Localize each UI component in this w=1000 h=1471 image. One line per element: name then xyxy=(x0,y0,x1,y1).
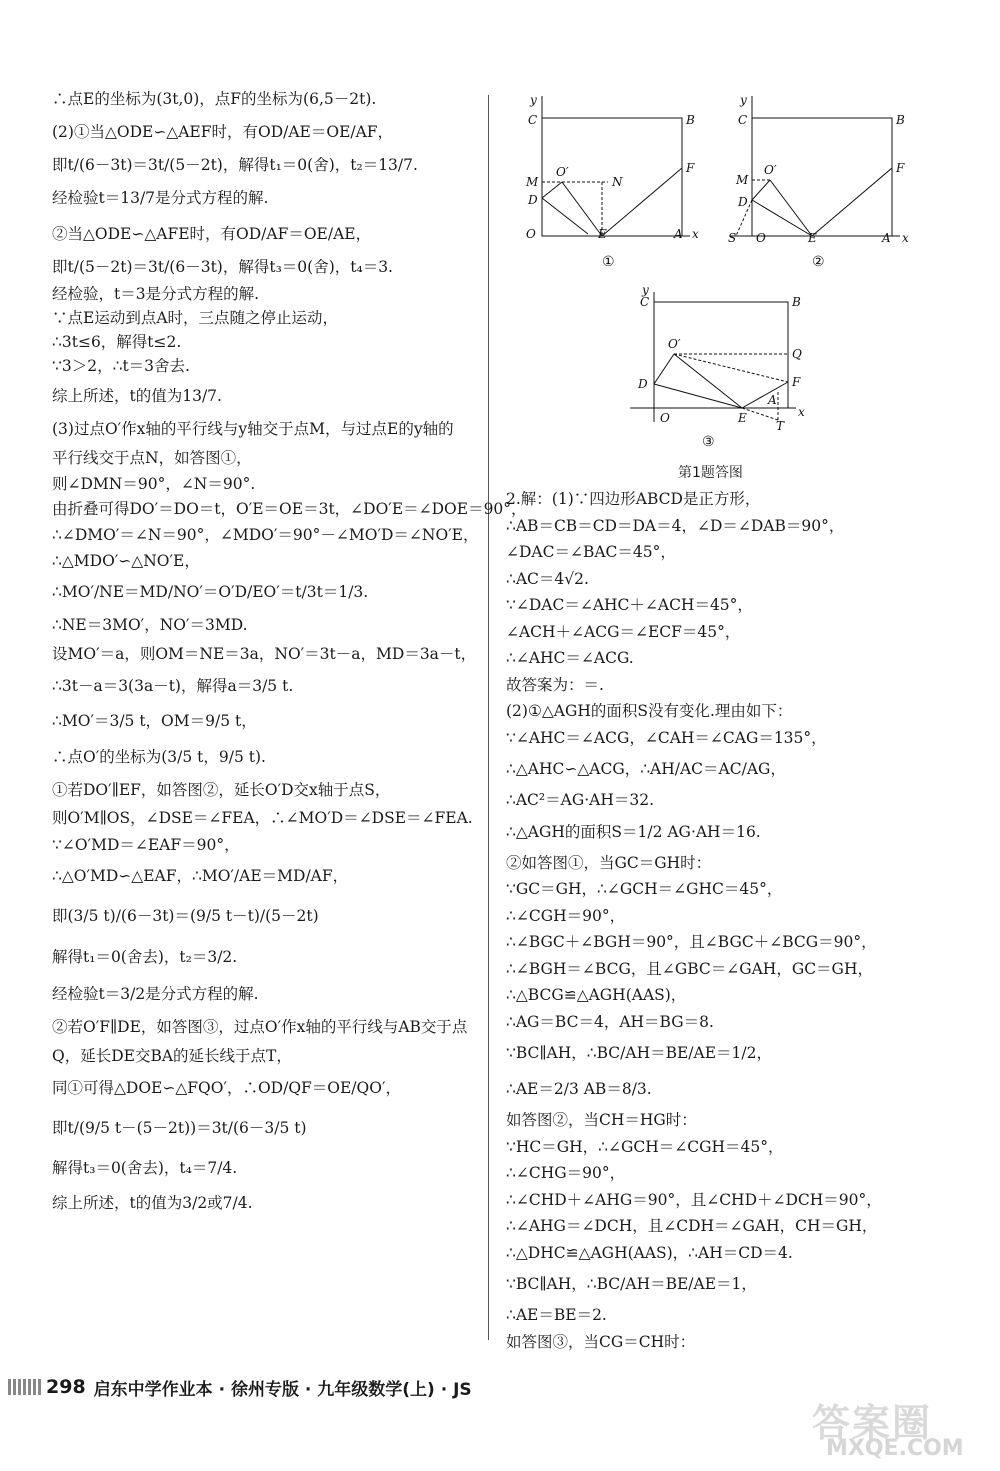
left-line: 综上所述，t的值为13/7. xyxy=(52,387,222,405)
figure-1 xyxy=(520,93,700,276)
right-column xyxy=(506,486,926,1355)
figure-2 xyxy=(728,93,910,276)
left-line: 平行线交于点N，如答图①， xyxy=(52,449,252,467)
barcode-decoration-icon xyxy=(8,1379,42,1395)
left-line: Q，延长DE交BA的延长线于点T， xyxy=(52,1047,292,1065)
watermark: 答案圈 xyxy=(812,1401,933,1445)
right-line: 故答案为：＝. xyxy=(506,675,604,694)
svg-text:M: M xyxy=(736,173,749,187)
left-line: ②当△ODE∽△AFE时，有OD/AF＝OE/AE， xyxy=(52,225,372,243)
left-line: ∴3t≤6，解得t≤2. xyxy=(52,333,182,351)
left-line: ∴△O′MD∽△EAF，∴MO′/AE＝MD/AF， xyxy=(52,867,349,885)
left-line: 同①可得△DOE∽△FQO′，∴OD/QF＝OE/QO′， xyxy=(52,1079,401,1097)
left-line: 则O′M∥OS，∠DSE＝∠FEA，∴∠MO′D＝∠DSE＝∠FEA. xyxy=(52,809,473,827)
svg-text:E: E xyxy=(808,231,817,245)
right-line: ∴∠CHD＋∠AHG＝90°，且∠CHD＋∠DCH＝90°， xyxy=(506,1190,882,1209)
right-line: 如答图②，当CH＝HG时： xyxy=(506,1111,697,1129)
left-line: 经检验，t＝3是分式方程的解. xyxy=(52,285,260,303)
svg-text:O′: O′ xyxy=(668,337,681,351)
right-line: ∴△AHC∽△ACG，∴AH/AC＝AC/AG， xyxy=(506,760,786,778)
left-line: ∴∠DMO′＝∠N＝90°，∠MDO′＝90°－∠MO′D＝∠NO′E， xyxy=(52,526,479,544)
left-line: (2)①当△ODE∽△AEF时，有OD/AE＝OE/AF， xyxy=(52,123,394,141)
right-line: ∴AC＝4√2. xyxy=(506,569,589,588)
right-line: ∴∠AHG＝∠DCH，且∠CDH＝∠GAH，CH＝GH， xyxy=(506,1217,878,1235)
book-title: 启东中学作业本 · 徐州专版 · 九年级数学(上) · JS xyxy=(93,1379,472,1400)
right-line: ∴AC²＝AG·AH＝32. xyxy=(506,791,654,809)
right-line: ∴∠CGH＝90°， xyxy=(506,906,626,925)
left-line: 解得t₁＝0(舍去)，t₂＝3/2. xyxy=(52,948,238,966)
right-line: 2.解：(1)∵四边形ABCD是正方形， xyxy=(506,490,761,508)
right-line: ∠DAC＝∠BAC＝45°， xyxy=(506,543,676,561)
column-divider xyxy=(488,95,489,1340)
right-line: ∴∠BGH＝∠BCG，且∠GBC＝∠GAH，GC＝GH， xyxy=(506,959,873,978)
right-line: (2)①△AGH的面积S没有变化.理由如下： xyxy=(506,702,793,720)
left-line: 即t/(5－2t)＝3t/(6－3t)，解得t₃＝0(舍)，t₄＝3. xyxy=(52,258,393,276)
figure-caption: 第1题答图 xyxy=(678,465,743,481)
svg-text:E: E xyxy=(598,227,607,241)
svg-text:E: E xyxy=(738,411,747,425)
page-number: 298 xyxy=(46,1376,86,1398)
right-line: ∴AB＝CB＝CD＝DA＝4，∠D＝∠DAB＝90°， xyxy=(506,516,845,535)
left-line: ∵3＞2，∴t＝3舍去. xyxy=(52,357,190,375)
left-line: 由折叠可得DO′＝DO＝t，O′E＝OE＝3t，∠DO′E＝∠DOE＝90°， xyxy=(52,500,527,518)
svg-text:O′: O′ xyxy=(556,165,569,179)
left-line: ∴点E的坐标为(3t,0)，点F的坐标为(6,5－2t). xyxy=(52,90,377,108)
svg-text:O: O xyxy=(526,227,536,241)
right-line: ②如答图①，当GC＝GH时： xyxy=(506,853,712,872)
left-line: ∵∠O′MD＝∠EAF＝90°， xyxy=(52,836,240,854)
right-line: ∴AE＝2/3 AB＝8/3. xyxy=(506,1080,652,1098)
svg-text:O′: O′ xyxy=(764,163,777,177)
fig2-number: ② xyxy=(812,254,825,270)
svg-text:B: B xyxy=(896,113,905,127)
svg-text:F: F xyxy=(792,375,801,389)
left-line: ∴3t－a＝3(3a－t)，解得a＝3/5 t. xyxy=(52,677,294,695)
svg-text:Q: Q xyxy=(792,347,802,361)
right-line: ∴AE＝BE＝2. xyxy=(506,1306,607,1324)
svg-text:C: C xyxy=(528,113,538,127)
svg-text:A: A xyxy=(674,227,683,241)
left-line: ∴点O′的坐标为(3/5 t，9/5 t). xyxy=(52,748,266,766)
left-line: 则∠DMN＝90°，∠N＝90°. xyxy=(52,475,256,493)
right-line: 如答图③，当CG＝CH时： xyxy=(506,1332,696,1351)
svg-text:D: D xyxy=(528,193,538,207)
svg-text:T: T xyxy=(776,419,785,433)
right-line: ∵BC∥AH，∴BC/AH＝BE/AE＝1， xyxy=(506,1275,757,1293)
left-line: ②若O′F∥DE，如答图③，过点O′作x轴的平行线与AB交于点 xyxy=(52,1018,468,1036)
left-line: 即t/(6－3t)＝3t/(5－2t)，解得t₁＝0(舍)，t₂＝13/7. xyxy=(52,156,418,174)
answer-figures xyxy=(520,93,920,486)
svg-text:A: A xyxy=(768,393,777,407)
right-line: ∵HC＝GH，∴∠GCH＝∠CGH＝45°， xyxy=(506,1137,784,1156)
square xyxy=(752,118,892,236)
figure-3 xyxy=(626,283,806,462)
right-line: ∵BC∥AH，∴BC/AH＝BE/AE＝1/2， xyxy=(506,1044,772,1062)
left-line: 解得t₃＝0(舍去)，t₄＝7/4. xyxy=(52,1159,238,1177)
left-line: ∴△MDO′∽△NO′E， xyxy=(52,552,200,570)
right-line: ∴△AGH的面积S＝1/2 AG·AH＝16. xyxy=(506,822,761,841)
svg-text:O: O xyxy=(756,231,766,245)
right-line: ∴∠CHG＝90°， xyxy=(506,1164,626,1182)
right-line: ∵∠AHC＝∠ACG，∠CAH＝∠CAG＝135°， xyxy=(506,728,827,747)
page-footer xyxy=(8,1374,548,1400)
svg-text:N: N xyxy=(612,175,623,189)
left-line: 即(3/5 t)/(6－3t)＝(9/5 t－t)/(5－2t) xyxy=(52,907,319,925)
fig3-number: ③ xyxy=(702,434,715,450)
svg-text:M: M xyxy=(526,175,539,189)
left-line: 即t/(9/5 t－(5－2t))＝3t/(6－3/5 t) xyxy=(52,1119,307,1137)
left-line: 综上所述，t的值为3/2或7/4. xyxy=(52,1194,253,1212)
svg-text:x: x xyxy=(692,227,699,241)
svg-text:y: y xyxy=(642,283,649,297)
svg-text:D: D xyxy=(638,377,648,391)
svg-text:D: D xyxy=(738,195,748,209)
svg-text:O: O xyxy=(660,411,670,425)
fig1-number: ① xyxy=(602,254,615,270)
svg-text:C: C xyxy=(640,295,650,309)
left-line: (3)过点O′作x轴的平行线与y轴交于点M，与过点E的y轴的 xyxy=(52,420,454,438)
svg-text:y: y xyxy=(740,93,747,107)
left-line: 设MO′＝a，则OM＝NE＝3a，NO′＝3t－a，MD＝3a－t， xyxy=(52,645,477,663)
svg-text:B: B xyxy=(792,295,801,309)
svg-text:B: B xyxy=(686,113,695,127)
svg-text:F: F xyxy=(686,161,695,175)
left-column xyxy=(52,84,527,1220)
left-line: 经检验t＝3/2是分式方程的解. xyxy=(52,985,259,1003)
left-line: ∴NE＝3MO′，NO′＝3MD. xyxy=(52,616,248,634)
right-line: ∵GC＝GH，∴∠GCH＝∠GHC＝45°， xyxy=(506,880,783,898)
right-line: ∴△DHC≌△AGH(AAS)，∴AH＝CD＝4. xyxy=(506,1243,793,1262)
left-line: ∵点E运动到点A时，三点随之停止运动， xyxy=(52,309,339,327)
right-line: ∴∠AHC＝∠ACG. xyxy=(506,649,634,667)
right-line: ∵∠DAC＝∠AHC＋∠ACH＝45°， xyxy=(506,596,753,614)
left-line: ∴MO′＝3/5 t，OM＝9/5 t， xyxy=(52,712,257,730)
left-line: 经检验t＝13/7是分式方程的解. xyxy=(52,189,269,207)
svg-text:S: S xyxy=(728,231,737,245)
right-line: ∴∠BGC＋∠BGH＝90°，且∠BGC＋∠BCG＝90°， xyxy=(506,933,877,951)
left-line: ∴MO′/NE＝MD/NO′＝O′D/EO′＝t/3t＝1/3. xyxy=(52,583,369,601)
svg-text:x: x xyxy=(798,405,805,419)
right-line: ∴△BCG≌△AGH(AAS)， xyxy=(506,986,687,1004)
right-line: ∠ACH＋∠ACG＝∠ECF＝45°， xyxy=(506,622,741,641)
right-line: ∴AG＝BC＝4，AH＝BG＝8. xyxy=(506,1012,714,1031)
svg-text:x: x xyxy=(902,231,909,245)
fig1-label-0: y xyxy=(530,93,537,107)
svg-text:A: A xyxy=(882,231,891,245)
watermark-site: MXQE.COM xyxy=(826,1436,964,1461)
svg-text:F: F xyxy=(896,161,905,175)
svg-text:C: C xyxy=(738,113,748,127)
left-line: ①若DO′∥EF，如答图②，延长O′D交x轴于点S， xyxy=(52,781,391,799)
